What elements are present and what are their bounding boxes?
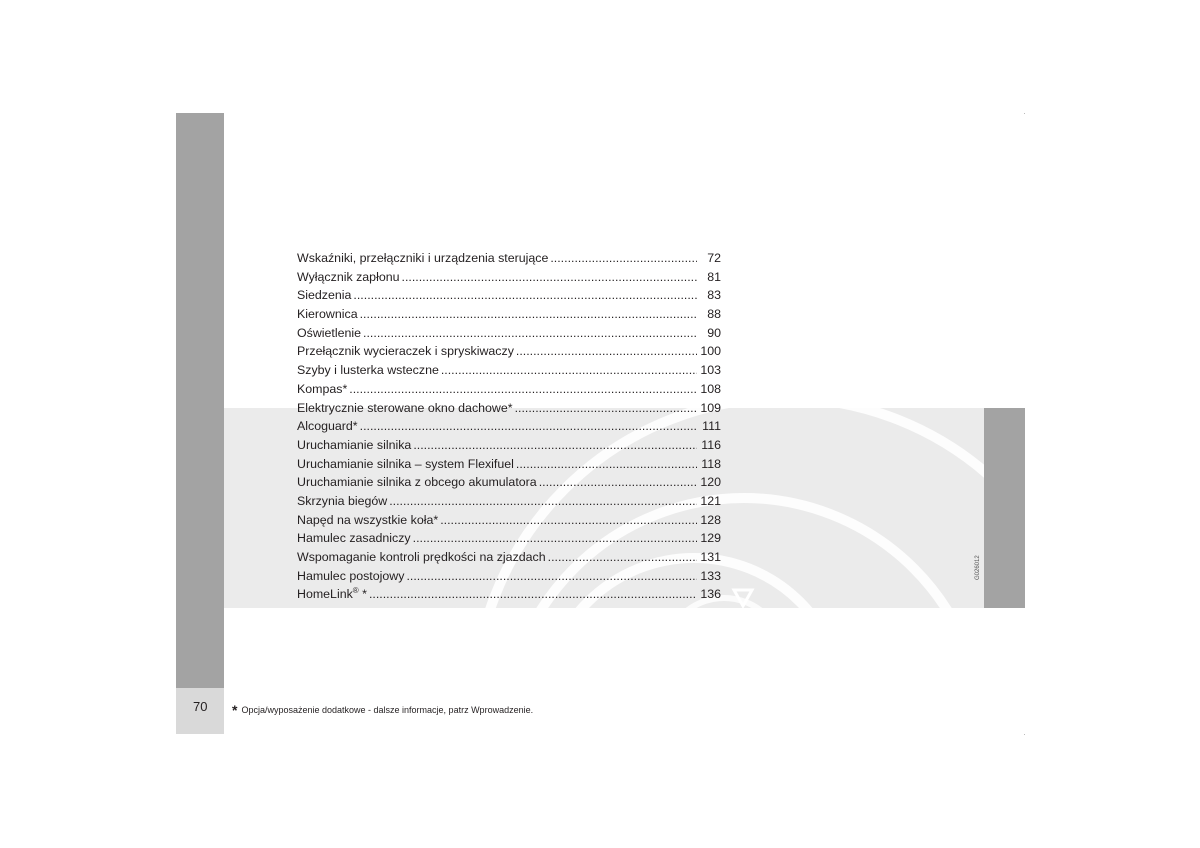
- left-sidebar-bar: [176, 113, 224, 688]
- toc-entry-title: Uruchamianie silnika – system Flexifuel: [297, 456, 514, 471]
- toc-dot-leader: [516, 455, 697, 474]
- toc-entry-title: Uruchamianie silnika: [297, 437, 412, 452]
- toc-entry-page: 111: [702, 419, 721, 434]
- toc-entry-title: Elektrycznie sterowane okno dachowe*: [297, 400, 513, 415]
- toc-entry-title: Alcoguard*: [297, 419, 358, 434]
- toc-entry[interactable]: [297, 305, 721, 324]
- toc-entry-page: 108: [700, 381, 721, 396]
- toc-entry-title: Szyby i lusterka wsteczne: [297, 363, 439, 378]
- toc-dot-leader: [353, 286, 697, 305]
- toc-entry-page: 131: [700, 550, 721, 564]
- toc-entry[interactable]: [297, 511, 721, 530]
- toc-entry[interactable]: [297, 492, 721, 511]
- table-of-contents: [297, 249, 721, 604]
- toc-entry[interactable]: [297, 324, 721, 343]
- toc-entry-page: 129: [700, 531, 721, 546]
- toc-entry[interactable]: [297, 361, 721, 380]
- toc-dot-leader: [548, 548, 697, 567]
- crop-mark: [1024, 113, 1025, 114]
- toc-dot-leader: [406, 567, 697, 586]
- right-sidebar-bar: [984, 408, 1025, 608]
- toc-entry-page: 90: [707, 325, 721, 340]
- toc-entry-title: Kierownica: [297, 307, 358, 322]
- toc-entry[interactable]: [297, 342, 721, 361]
- toc-entry[interactable]: [297, 548, 721, 567]
- toc-entry[interactable]: [297, 436, 721, 455]
- registered-mark: ®: [352, 586, 359, 596]
- toc-dot-leader: [349, 380, 697, 399]
- toc-entry-page: 88: [707, 307, 721, 322]
- toc-entry-title: Kompas*: [297, 381, 348, 396]
- toc-dot-leader: [413, 436, 697, 455]
- toc-entry-page: 121: [700, 493, 721, 508]
- toc-entry-page: 103: [700, 363, 721, 378]
- toc-entry[interactable]: [297, 455, 721, 474]
- toc-entry[interactable]: [297, 417, 721, 436]
- toc-entry-title: Wyłącznik zapłonu: [297, 269, 400, 284]
- toc-entry-page: 128: [700, 512, 721, 527]
- page-number: 70: [193, 699, 208, 714]
- toc-entry-title: Napęd na wszystkie koła*: [297, 512, 439, 527]
- toc-entry[interactable]: [297, 380, 721, 399]
- toc-entry-title: Hamulec postojowy: [297, 568, 405, 583]
- toc-entry-page: 136: [700, 587, 721, 602]
- footnote-marker: *: [232, 702, 238, 718]
- toc-dot-leader: [440, 511, 697, 530]
- footnote-text: Opcja/wyposażenie dodatkowe - dalsze informacje, patrz Wprowadzenie.: [241, 705, 534, 715]
- toc-entry[interactable]: [297, 567, 721, 586]
- toc-dot-leader: [363, 324, 697, 343]
- toc-dot-leader: [539, 473, 697, 492]
- footnote: [232, 702, 533, 718]
- toc-entry[interactable]: [297, 249, 721, 268]
- toc-entry-title: Uruchamianie silnika z obcego akumulatora: [297, 475, 537, 490]
- toc-dot-leader: [369, 585, 697, 604]
- toc-entry[interactable]: [297, 585, 721, 604]
- toc-dot-leader: [402, 268, 697, 287]
- crop-mark: [1024, 734, 1025, 735]
- toc-entry-page: 72: [707, 251, 721, 265]
- toc-entry-title: Wskaźniki, przełączniki i urządzenia sterujące: [297, 251, 549, 265]
- toc-entry-title: HomeLink® *: [297, 586, 367, 602]
- toc-entry-title: Oświetlenie: [297, 325, 362, 340]
- toc-entry-page: 83: [707, 288, 721, 303]
- toc-entry-page: 109: [700, 400, 721, 415]
- toc-entry-page: 120: [700, 475, 721, 490]
- toc-entry[interactable]: [297, 399, 721, 418]
- toc-entry-page: 133: [700, 568, 721, 583]
- toc-entry-page: 118: [701, 456, 721, 471]
- toc-entry[interactable]: [297, 286, 721, 305]
- toc-dot-leader: [550, 249, 697, 268]
- toc-entry-title: Siedzenia: [297, 288, 352, 303]
- toc-dot-leader: [413, 529, 697, 548]
- toc-dot-leader: [360, 417, 697, 436]
- toc-entry[interactable]: [297, 529, 721, 548]
- toc-entry-page: 116: [701, 437, 721, 452]
- toc-dot-leader: [516, 342, 697, 361]
- toc-dot-leader: [441, 361, 697, 380]
- toc-dot-leader: [515, 399, 697, 418]
- toc-dot-leader: [389, 492, 697, 511]
- toc-dot-leader: [360, 305, 697, 324]
- toc-entry-page: 100: [700, 344, 721, 359]
- toc-entry-title: Wspomaganie kontroli prędkości na zjazdach: [297, 550, 546, 564]
- toc-entry-title: Hamulec zasadniczy: [297, 531, 411, 546]
- toc-entry-title: Skrzynia biegów: [297, 493, 388, 508]
- toc-entry-page: 81: [707, 269, 721, 284]
- image-code: G026012: [975, 555, 981, 580]
- toc-entry-title: Przełącznik wycieraczek i spryskiwaczy: [297, 344, 514, 359]
- toc-entry[interactable]: [297, 268, 721, 287]
- toc-entry[interactable]: [297, 473, 721, 492]
